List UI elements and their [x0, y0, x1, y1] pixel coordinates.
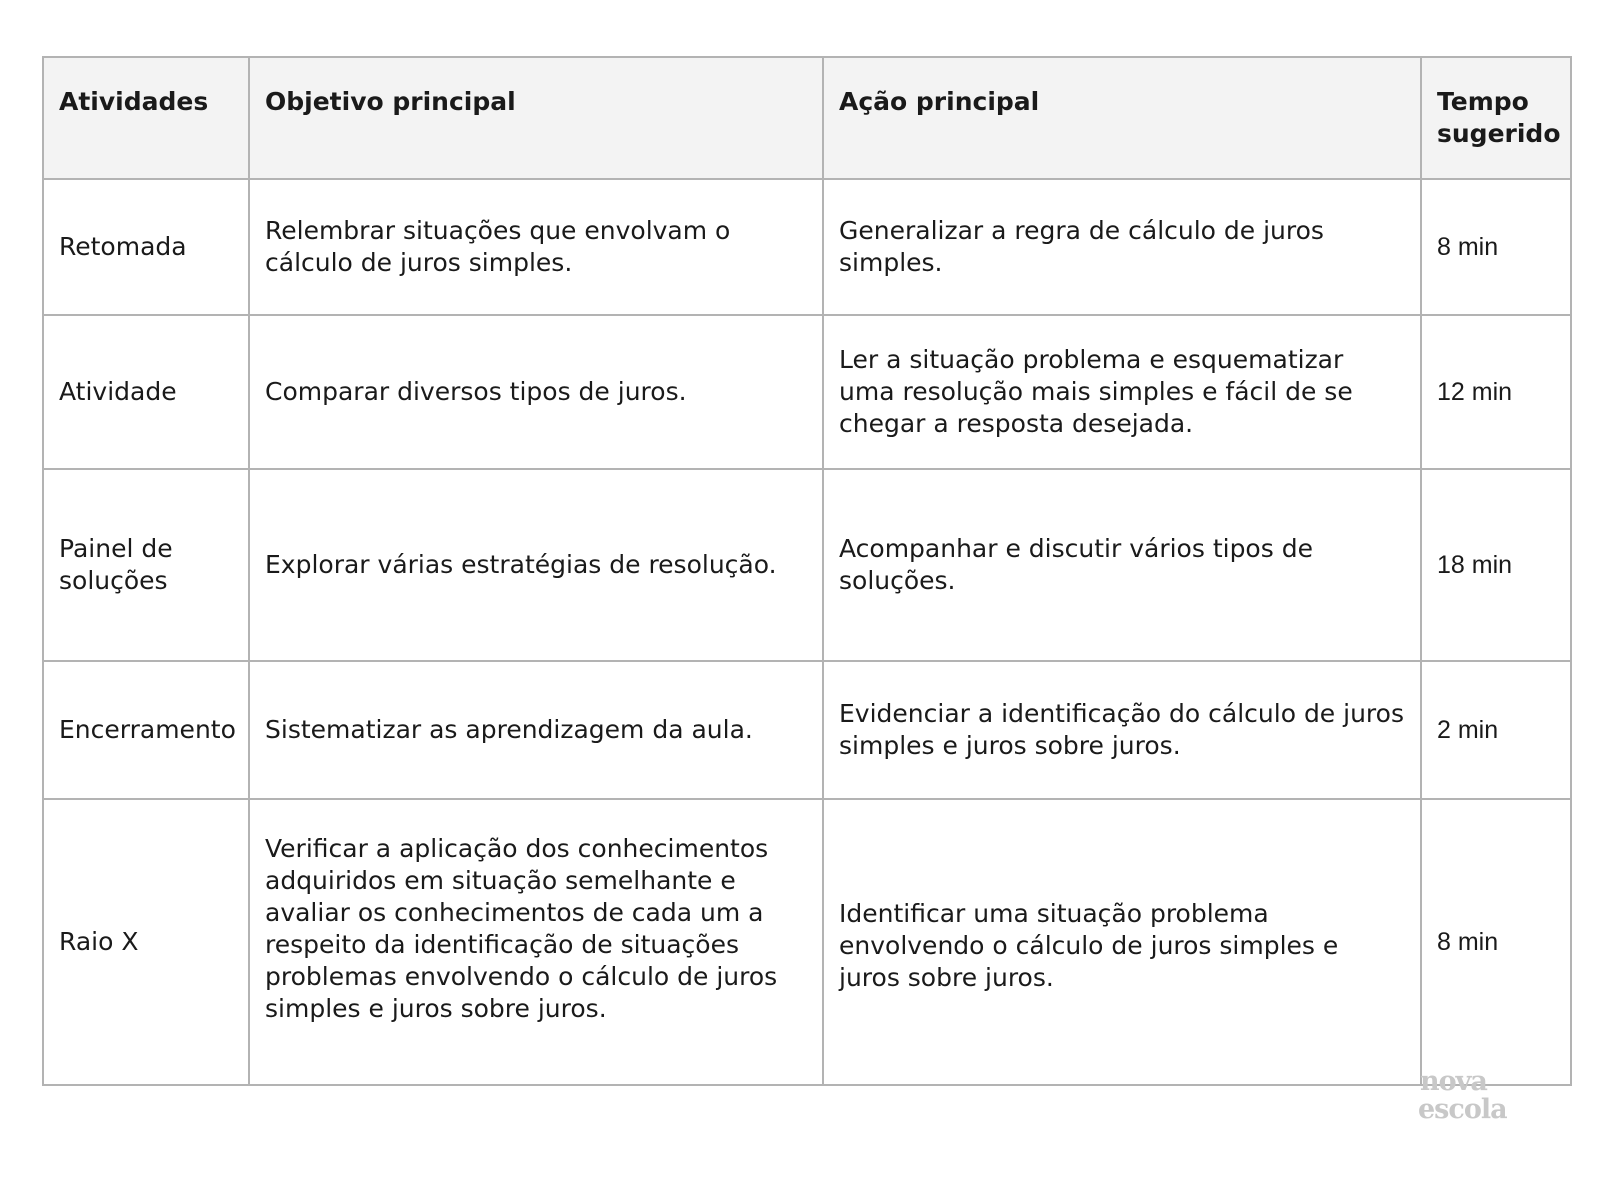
- logo-line-2: escola: [1418, 1094, 1507, 1125]
- nova-escola-logo: [1418, 1066, 1538, 1126]
- cell-tempo: 8 min: [1421, 179, 1571, 315]
- cell-acao: Evidenciar a identificação do cálculo de juros simples e juros sobre juros.: [823, 661, 1421, 799]
- cell-atividade: Encerramento: [43, 661, 249, 799]
- cell-atividade: Raio X: [43, 799, 249, 1085]
- cell-objetivo: Sistematizar as aprendizagem da aula.: [249, 661, 823, 799]
- cell-acao: Identificar uma situação problema envolvendo o cálculo de juros simples e juros sobre juros.: [823, 799, 1421, 1085]
- cell-atividade: Atividade: [43, 315, 249, 469]
- cell-tempo: 18 min: [1421, 469, 1571, 661]
- cell-tempo: 12 min: [1421, 315, 1571, 469]
- cell-objetivo: Comparar diversos tipos de juros.: [249, 315, 823, 469]
- table-row: [43, 315, 1571, 469]
- header-atividades: Atividades: [43, 57, 249, 179]
- header-objetivo: Objetivo principal: [249, 57, 823, 179]
- table-row: [43, 799, 1571, 1085]
- lesson-plan-table: [42, 56, 1572, 1086]
- cell-objetivo: Relembrar situações que envolvam o cálculo de juros simples.: [249, 179, 823, 315]
- cell-objetivo: Explorar várias estratégias de resolução.: [249, 469, 823, 661]
- table-row: [43, 179, 1571, 315]
- logo-line-1: nova: [1420, 1066, 1487, 1097]
- header-tempo: Tempo sugerido: [1421, 57, 1571, 179]
- cell-tempo: 8 min: [1421, 799, 1571, 1085]
- table-header-row: [43, 57, 1571, 179]
- table-row: [43, 661, 1571, 799]
- table-row: [43, 469, 1571, 661]
- cell-atividade: Retomada: [43, 179, 249, 315]
- cell-acao: Generalizar a regra de cálculo de juros simples.: [823, 179, 1421, 315]
- cell-objetivo: Verificar a aplicação dos conhecimentos adquiridos em situação semelhante e avaliar os conhecimentos de cada um a respeito da identificação de situações problemas envolvendo o cálculo de juros simples e juros sobre juros.: [249, 799, 823, 1085]
- cell-acao: Acompanhar e discutir vários tipos de soluções.: [823, 469, 1421, 661]
- cell-tempo: 2 min: [1421, 661, 1571, 799]
- header-acao: Ação principal: [823, 57, 1421, 179]
- cell-atividade: Painel de soluções: [43, 469, 249, 661]
- cell-acao: Ler a situação problema e esquematizar uma resolução mais simples e fácil de se chegar a resposta desejada.: [823, 315, 1421, 469]
